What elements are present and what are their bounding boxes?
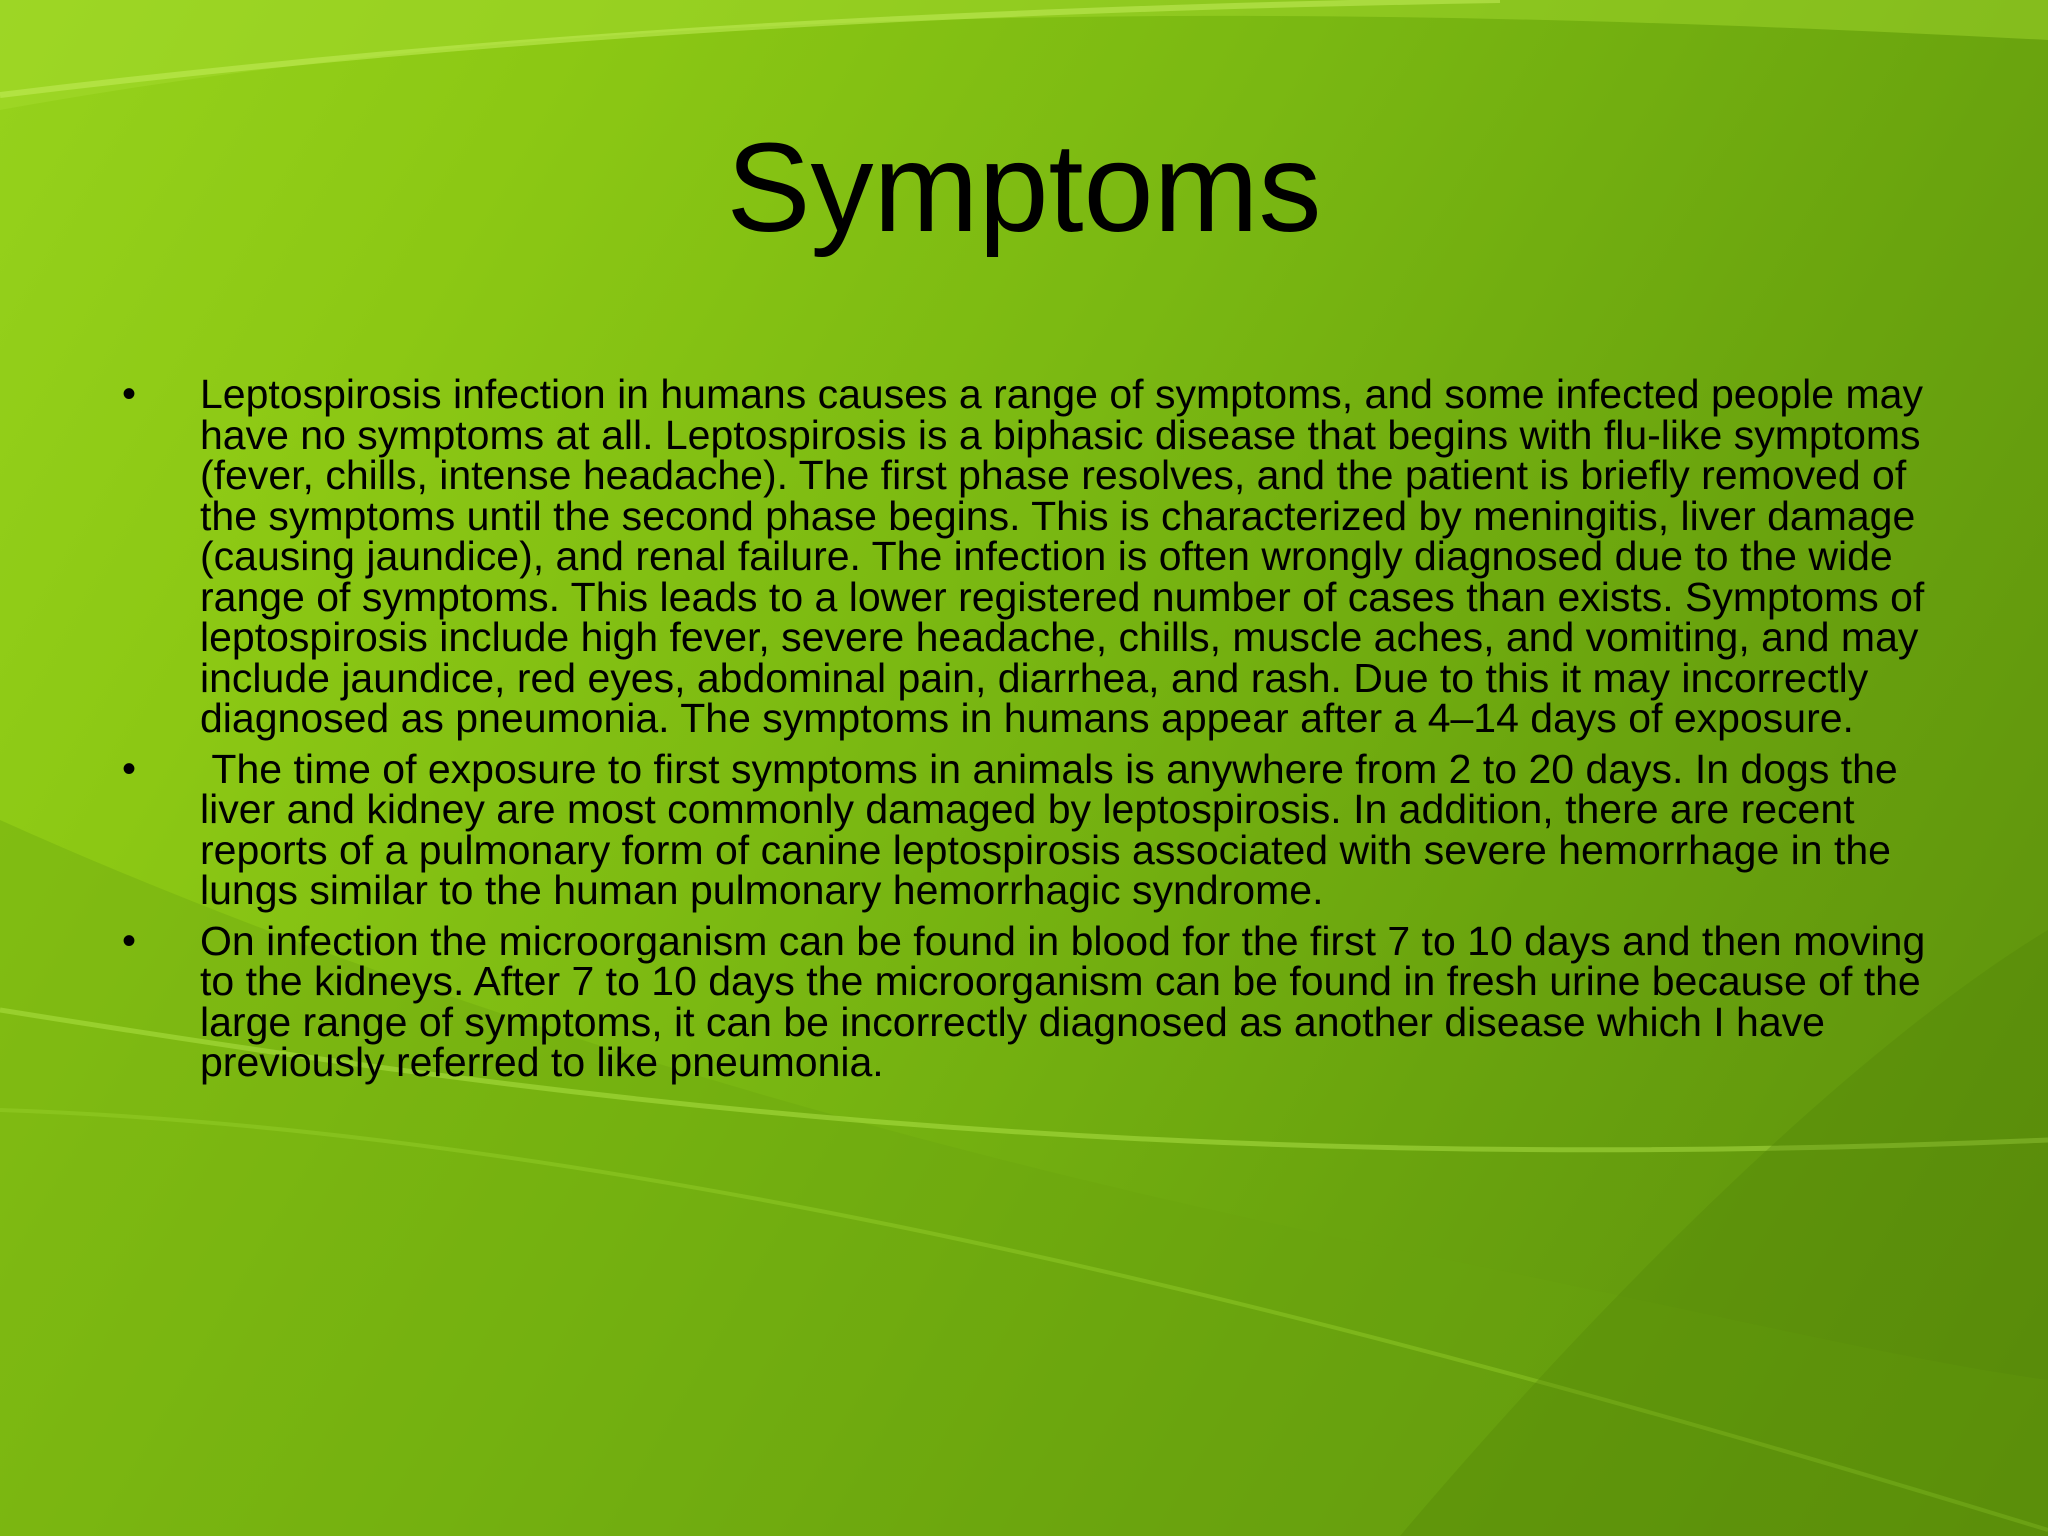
bullet-marker: • [122, 372, 137, 416]
bullet-marker: • [122, 918, 137, 963]
bullet-item [0, 371, 2048, 741]
slide-title: Symptoms [726, 117, 1322, 258]
bullet-item [0, 745, 2048, 913]
bullet-marker: • [122, 746, 137, 791]
bullet-text: The time of exposure to first symptoms in animals is anywhere from 2 to 20 days. In dogs the liver and kidney are most commonly damaged by leptospirosis. In addition, there are recent reports of a pulmonary form of canine leptospirosis associated with severe hemorrhage in the lungs similar to the human pulmonary hemorrhagic syndrome. [200, 745, 1910, 913]
bullet-text: On infection the microorganism can be found in blood for the first 7 to 10 days and then moving to the kidneys. After 7 to 10 days the microorganism can be found in fresh urine because of the large range of symptoms, it can be incorrectly diagnosed as another disease which I have previously referred to like pneumonia. [200, 917, 1926, 1085]
bullet-list [0, 371, 2048, 1093]
bullet-text: Leptospirosis infection in humans causes a range of symptoms, and some infected people may have no symptoms at all. Leptospirosis is a biphasic disease that begins with flu-like symptoms (fever, chills, intense headache). The first phase resolves, and the patient is briefly removed of the symptoms until the second phase begins. This is characterized by meningitis, liver damage (causing jaundice), and renal failure. The infection is often wrongly diagnosed due to the wide range of symptoms. This leads to a lower registered number of cases than exists. Symptoms of leptospirosis include high fever, severe headache, chills, muscle aches, and vomiting, and may include jaundice, red eyes, abdominal pain, diarrhea, and rash. Due to this it may incorrectly diagnosed as pneumonia. The symptoms in humans appear after a 4–14 days of exposure. [200, 371, 1925, 741]
bullet-item [0, 917, 2048, 1085]
